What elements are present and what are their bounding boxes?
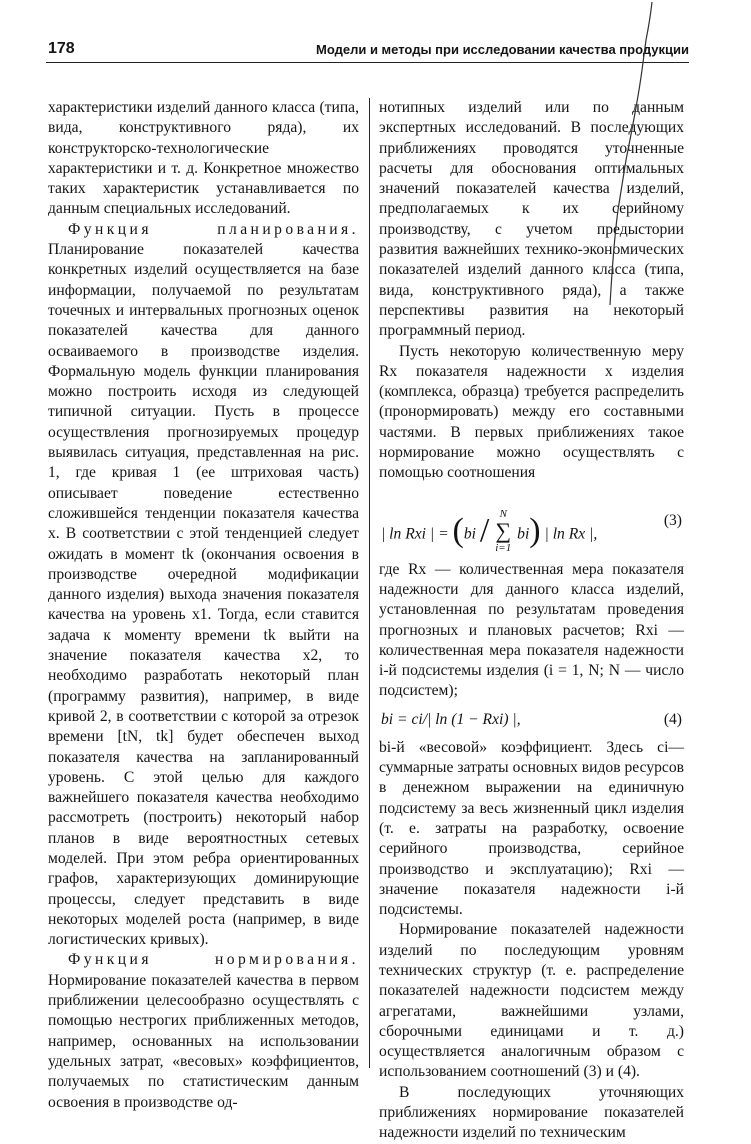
equation-3-body bbox=[381, 507, 598, 559]
equation-3-fraction-bar: / bbox=[479, 512, 490, 550]
header-rule bbox=[46, 62, 689, 63]
left-paragraph-2 bbox=[48, 220, 359, 951]
sum-symbol: ∑ bbox=[495, 517, 512, 543]
equation-3-lhs: | ln Rxi | = bbox=[381, 525, 449, 543]
equation-3-number: (3) bbox=[663, 511, 682, 529]
left-paragraph-1: характеристики изделий данного класса (типа, вида, конструктивного ряда), их конструкторско-технологические характеристики и т. д. Конкретное множество таких характеристик устанавливается по данным специальных исследований. bbox=[48, 99, 359, 218]
left-paragraph-3 bbox=[48, 950, 359, 1112]
equation-3 bbox=[379, 494, 684, 554]
equation-3-open-paren: ( bbox=[452, 512, 464, 550]
right-paragraph-5: Нормирование показателей надежности изделий по последующим уровням технических структур (т. е. распределение показателей надежности подсистем между агрегатами, важнейшими узлами, сборочными единицами и т. д.) осуществляется аналогичным образом с использованием соотношений (3) и (4). bbox=[379, 921, 684, 1081]
right-paragraph-2: Пусть некоторую количественную меру Rx показателя надежности x изделия (комплекса, образца) требуется распределить (пронормировать) между его составными частями. В первых приближениях такое нормирование можно осуществлять с помощью соотношения bbox=[379, 342, 684, 482]
sum-lower-limit: i=1 bbox=[495, 541, 512, 554]
sum-upper-limit: N bbox=[499, 507, 507, 520]
left-column bbox=[48, 98, 359, 1113]
equation-3-bi: bi bbox=[463, 525, 476, 543]
equation-4-body: bi = ci/| ln (1 − Rxi) |, bbox=[381, 710, 521, 728]
column-divider bbox=[369, 98, 370, 1068]
running-title: Модели и методы при исследовании качества продукции bbox=[316, 42, 689, 57]
planning-text: Планирование показателей качества конкретных изделий осуществляется на базе информации, получаемой по результатам точечных и интервальных прогнозных оценок показателей качества для данного осваиваемого в производстве изделия. Формальную модель функции планирования можно построить исходя из следующей типичной ситуации. Пусть в процессе осуществления прогнозируемых процедур выявилась ситуация, представленная на рис. 1, где кривая 1 (ее штриховая часть) описывает поведение естественно сложившейся тенденции показателя качества x. В соответствии с этой тенденцией следует ожидать в момент tk (окончания освоения в производстве очередной модификации данного изделия) выхода значения показателя качества на уровень x1. Тогда, если ставится задача к моменту времени tk выйти на значение показателя качества x2, то необходимо разработать некоторый план (программу развития), например, в виде кривой 2, в соответствии с которой за отрезок времени [tN, tk] будет обеспечен выход показателя качества на запланированный уровень. С этой целью для каждого важнейшего показателя качества необходимо рассмотреть (построить) некоторый набор планов в виде вероятностных сетевых моделей. При этом ребра ориентированных графов, характеризующих доминирующие процессы, следует представить в виде некоторых моделей роста (например, в виде логистических кривых). bbox=[48, 241, 359, 949]
right-paragraph-6: В последующих уточняющих приближениях нормирование показателей надежности изделий по техническим bbox=[379, 1083, 684, 1142]
equation-3-rhs: | ln Rx |, bbox=[544, 525, 598, 543]
normalization-heading: Функция нормирования. bbox=[68, 951, 359, 969]
right-paragraph-1: нотипных изделий или по данным экспертных исследований. В последующих приближениях проводятся уточненные расчеты для обоснования оптимальных значений показателей качества изделий, предполагаемых к их серийному производству, с учетом предыстории развития важнейших технико-экономических показателей изделий данного класса (типа, вида, конструктивного ряда), а также перспективы развития на некоторый программный период. bbox=[379, 99, 684, 340]
right-paragraph-4: bi-й «весовой» коэффициент. Здесь ci— суммарные затраты основных видов ресурсов в денежном выражении на единичную подсистему за весь жизненный цикл изделия (т. е. затраты на разработку, освоение серийного производства, серийное производство и эксплуатацию); Rxi — значение показателя надежности i-й подсистемы. bbox=[379, 738, 684, 919]
page-header bbox=[46, 36, 689, 60]
planning-heading: Функция планирования. bbox=[68, 220, 359, 238]
right-column bbox=[379, 98, 684, 1144]
normalization-text: Нормирование показателей качества в первом приближении целесообразно осуществлять с помощью нестрогих приближенных методов, например, основанных на использовании удельных затрат, «весовых» коэффициентов, получаемых по статистическим данным освоения в производстве од- bbox=[48, 971, 359, 1111]
equation-4-number: (4) bbox=[663, 710, 682, 728]
page-number: 178 bbox=[48, 40, 75, 57]
equation-4 bbox=[379, 710, 684, 730]
equation-3-sum-term: bi bbox=[517, 525, 530, 543]
equation-3-close-paren: ) bbox=[529, 512, 541, 550]
right-paragraph-3: где Rx — количественная мера показателя надежности для данного класса изделий, установленная по результатам проведения прогнозных и плановых расчетов; Rxi — количественная мера показателя надежности i-й подсистемы изделия (i = 1, N; N — число подсистем); bbox=[379, 560, 684, 700]
equation-3-sum bbox=[495, 507, 511, 555]
